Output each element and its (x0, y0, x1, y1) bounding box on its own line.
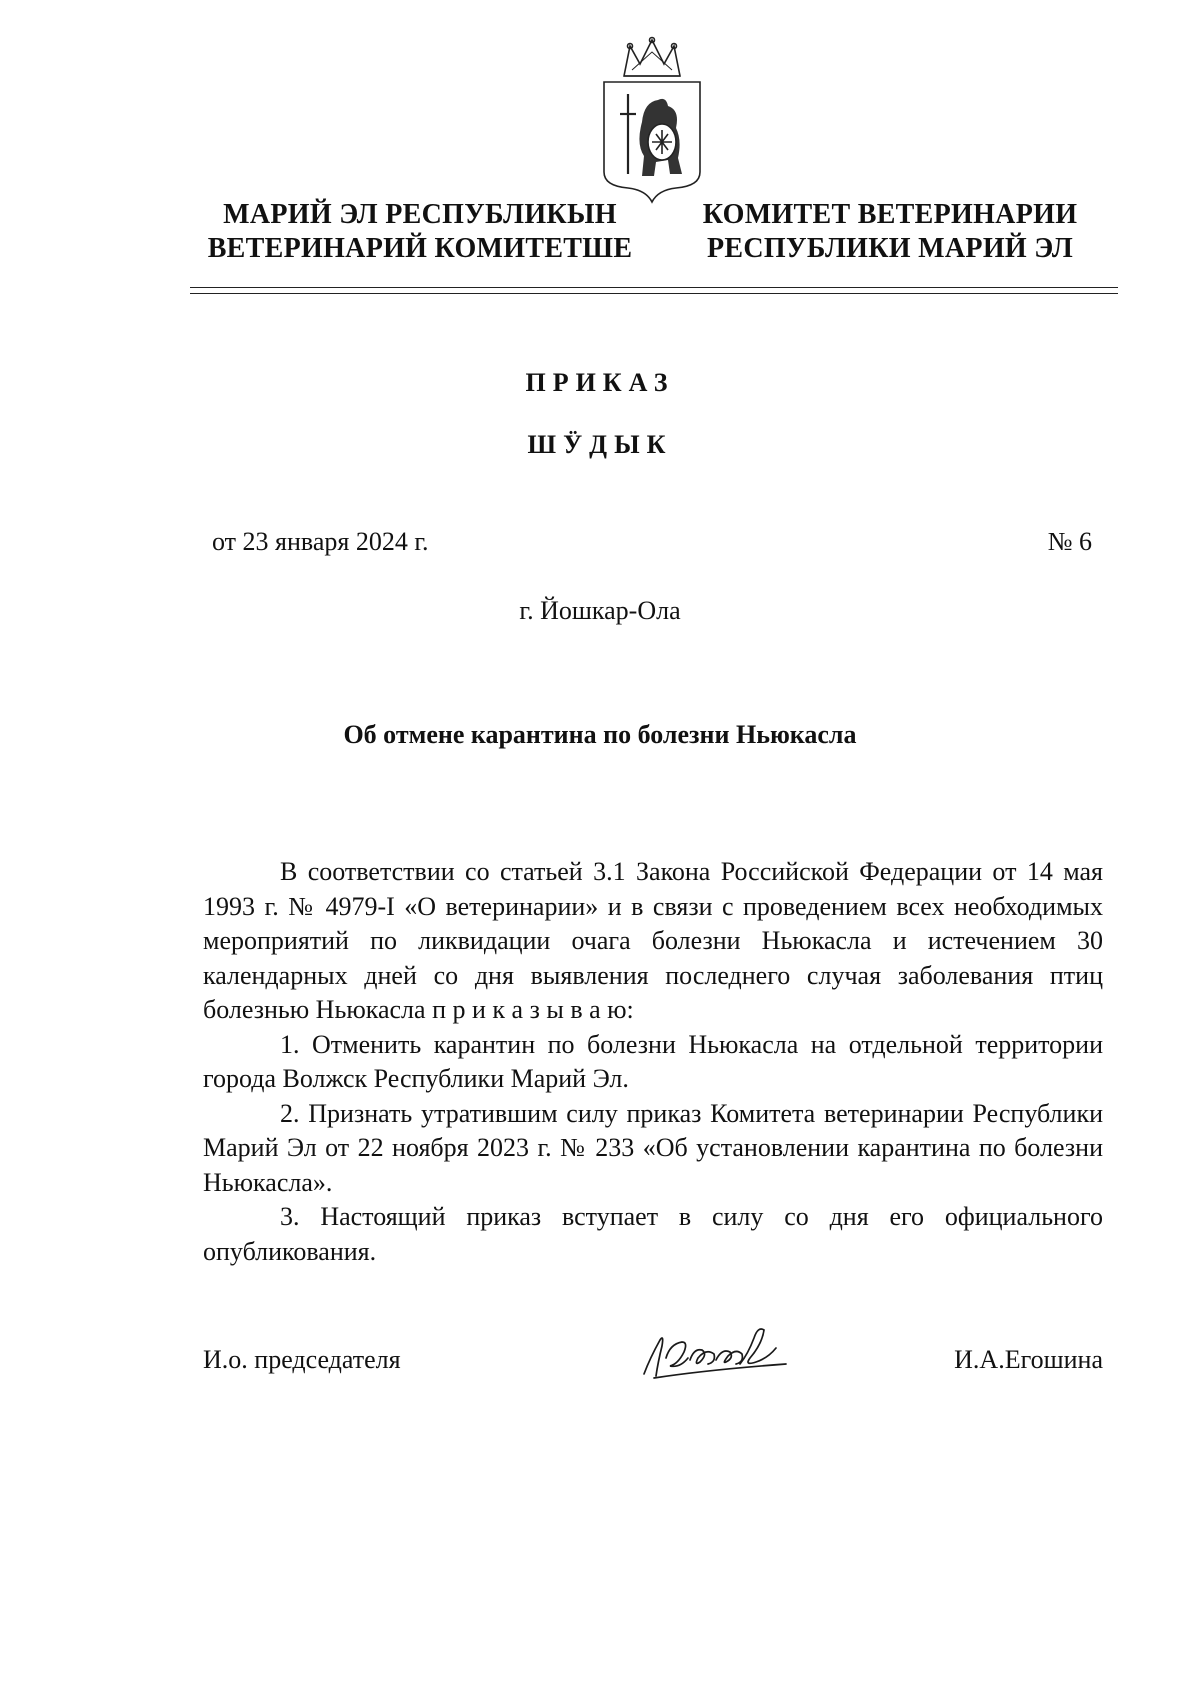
body-preamble: В соответствии со статьей 3.1 Закона Российской Федерации от 14 мая 1993 г. № 4979-I «О ветеринарии» и в связи с проведением всех необходимых мероприятий по ликвидации очага болезни Ньюкасла и истечением 30 календарных дней со дня выявления последнего случая заболевания птиц болезнью Ньюкасла п р и к а з ы в а ю: (203, 857, 1103, 1024)
body-item-2: 2. Признать утратившим силу приказ Комитета ветеринарии Республики Марий Эл от 22 ноября 2023 г. № 233 «Об установлении карантина по болезни Ньюкасла». (203, 1098, 1103, 1197)
header-org-mari-line1: МАРИЙ ЭЛ РЕСПУБЛИКЫН (223, 199, 617, 230)
header-org-ru-line2: РЕСПУБЛИКИ МАРИЙ ЭЛ (707, 233, 1073, 264)
doc-number: № 6 (1047, 527, 1092, 556)
doc-city: г. Йошкар-Ола (519, 596, 681, 625)
header-org-mari-line2: ВЕТЕРИНАРИЙ КОМИТЕТШЕ (207, 233, 633, 264)
header-divider-bottom (190, 293, 1118, 294)
doc-body (203, 855, 1103, 1269)
doc-date: от 23 января 2024 г. (212, 527, 429, 556)
doc-subject: Об отмене карантина по болезни Ньюкасла (343, 720, 857, 749)
header-org-mari (200, 198, 640, 266)
signatory-position: И.о. председателя (203, 1345, 401, 1374)
coat-of-arms-icon (596, 36, 708, 204)
doc-type-mari: ШӰДЫК (527, 430, 673, 459)
header-org-ru (700, 198, 1080, 266)
body-item-1: 1. Отменить карантин по болезни Ньюкасла на отдельной территории города Волжск Республики Марий Эл. (203, 1029, 1103, 1093)
handwritten-signature-icon (636, 1318, 796, 1384)
header-org-ru-line1: КОМИТЕТ ВЕТЕРИНАРИИ (702, 199, 1078, 230)
body-item-3: 3. Настоящий приказ вступает в силу со дня его официального опубликования. (203, 1202, 1103, 1266)
signatory-name: И.А.Егошина (954, 1345, 1103, 1374)
header-divider-top (190, 287, 1118, 288)
doc-type-ru: ПРИКАЗ (525, 368, 675, 397)
